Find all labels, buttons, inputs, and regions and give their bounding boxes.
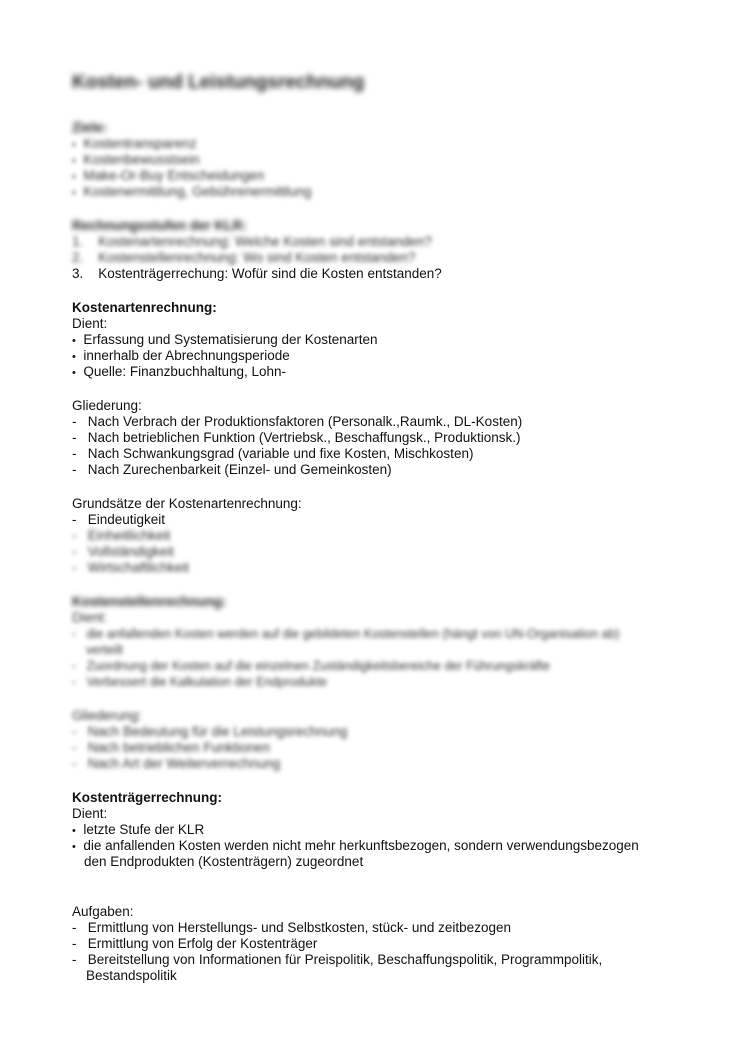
list-item: - Nach betrieblichen Funktion (Vertriebsk., Beschaffungsk., Produktionsk.) xyxy=(72,430,521,445)
kostenstellen-heading: Kostenstellenrechnung: xyxy=(72,594,227,609)
aufgaben-label: Aufgaben: xyxy=(72,904,134,919)
kostentraeger-dient-label: Dient: xyxy=(72,806,108,821)
list-item: - Verbessert die Kalkulation der Endprodukte xyxy=(72,675,328,689)
list-item: • innerhalb der Abrechnungsperiode xyxy=(72,348,290,363)
list-item: - Ermittlung von Erfolg der Kostenträger xyxy=(72,936,318,951)
list-item: - Nach Zurechenbarkeit (Einzel- und Gemeinkosten) xyxy=(72,462,392,477)
list-item-continuation: den Endprodukten (Kostenträgern) zugeordnet xyxy=(84,854,364,869)
kostenarten-heading: Kostenartenrechnung: xyxy=(72,300,217,315)
list-item: - Eindeutigkeit xyxy=(72,512,166,527)
list-item: 2. Kostenstellenrechnung: Wo sind Kosten entstanden? xyxy=(72,250,416,265)
kostenstellen-gliederung-label: Gliederung: xyxy=(72,708,142,723)
list-item: - Nach Verbrach der Produktionsfaktoren (Personalk.,Raumk., DL-Kosten) xyxy=(72,414,523,429)
kostenstellen-dient-label: Dient: xyxy=(72,610,108,625)
list-item: - die anfallenden Kosten werden auf die gebildeten Kostenstellen (hängt von UN-Organisation ab) xyxy=(72,627,620,641)
ziele-heading: Ziele: xyxy=(72,120,108,135)
list-item: - Nach betrieblichen Funktionen xyxy=(72,740,271,755)
kostentraeger-heading: Kostenträgerrechnung: xyxy=(72,790,223,805)
list-item: - Ermittlung von Herstellungs- und Selbstkosten, stück- und zeitbezogen xyxy=(72,920,511,935)
grundsaetze-label: Grundsätze der Kostenartenrechnung: xyxy=(72,496,302,511)
page-title: Kosten- und Leistungsrechnung xyxy=(72,72,365,93)
list-item: • Kostenermittlung, Gebührenermittlung xyxy=(72,184,312,199)
list-item-continuation: verteilt xyxy=(86,643,123,657)
list-item: • Quelle: Finanzbuchhaltung, Lohn- xyxy=(72,364,287,379)
list-item: • Kostentransparenz xyxy=(72,136,197,151)
list-item: - Nach Art der Weiterverrechnung xyxy=(72,756,281,771)
list-item: • Kostenbewusstsein xyxy=(72,152,200,167)
list-item: • Erfassung und Systematisierung der Kostenarten xyxy=(72,332,378,347)
list-item: • Make-Or-Buy Entscheidungen xyxy=(72,168,265,183)
list-item: - Wirtschaftlichkeit xyxy=(72,560,190,575)
stufen-heading: Rechnungsstufen der KLR: xyxy=(72,218,247,233)
list-item: 1. Kostenartenrechnung: Welche Kosten sind entstanden? xyxy=(72,234,433,249)
list-item: • die anfallenden Kosten werden nicht mehr herkunftsbezogen, sondern verwendungsbezogen xyxy=(72,838,639,853)
list-item: 3. Kostenträgerrechung: Wofür sind die Kosten entstanden? xyxy=(72,266,442,281)
list-item: - Einheitlichkeit xyxy=(72,528,171,543)
list-item: - Nach Schwankungsgrad (variable und fixe Kosten, Mischkosten) xyxy=(72,446,474,461)
list-item: - Nach Bedeutung für die Leistungsrechnung xyxy=(72,724,348,739)
kostenarten-dient-label: Dient: xyxy=(72,316,108,331)
kostenarten-gliederung-label: Gliederung: xyxy=(72,398,142,413)
list-item-continuation: Bestandspolitik xyxy=(86,968,177,983)
list-item: - Zuordnung der Kosten auf die einzelnen Zuständigkeitsbereiche der Führungskräfte xyxy=(72,659,551,673)
list-item: - Vollständigkeit xyxy=(72,544,175,559)
list-item: - Bereitstellung von Informationen für Preispolitik, Beschaffungspolitik, Programmpolitik, xyxy=(72,952,603,967)
list-item: • letzte Stufe der KLR xyxy=(72,822,205,837)
